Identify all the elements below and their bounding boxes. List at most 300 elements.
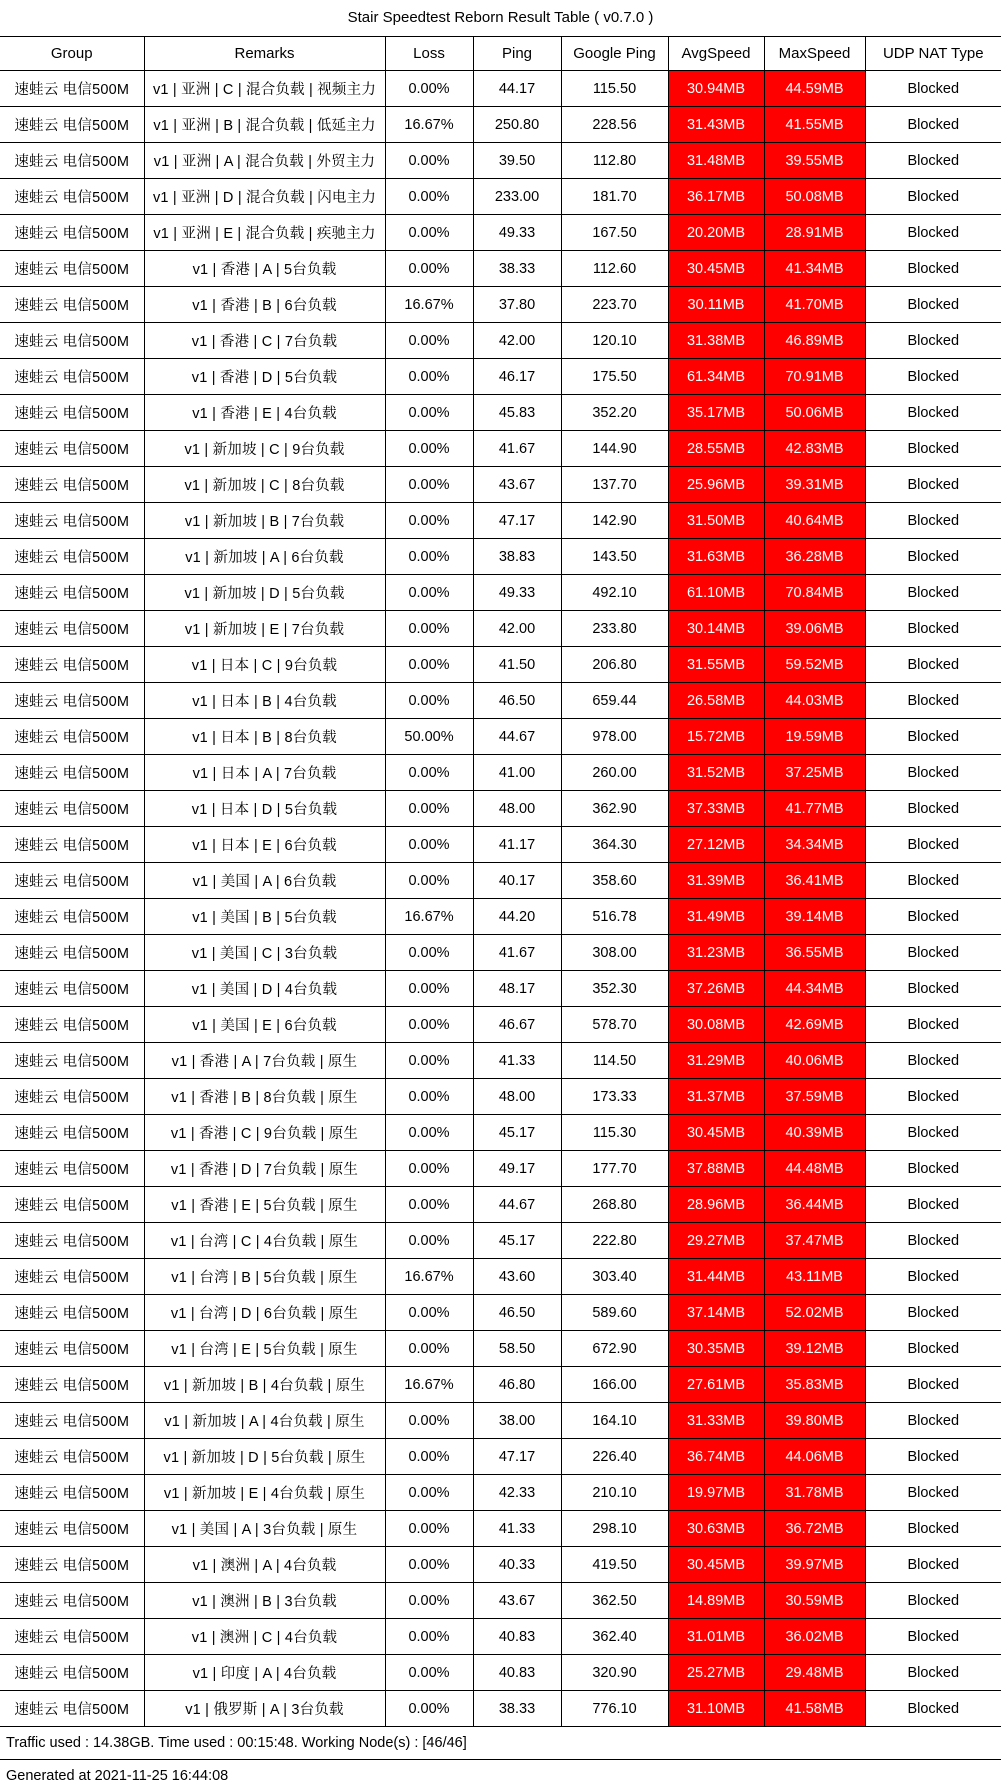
table-row — [0, 1079, 1001, 1115]
table-row — [0, 1151, 1001, 1187]
cell-avgspeed: 30.14MB — [668, 611, 764, 647]
cell-maxspeed: 36.72MB — [764, 1511, 865, 1547]
column-header-ping: Ping — [473, 37, 561, 71]
cell-group: 速蛙云 电信500M — [0, 539, 144, 575]
cell-remarks: v1 | 亚洲 | C | 混合负载 | 视频主力 — [144, 71, 385, 107]
cell-group: 速蛙云 电信500M — [0, 1151, 144, 1187]
cell-group: 速蛙云 电信500M — [0, 683, 144, 719]
cell-loss: 0.00% — [385, 431, 473, 467]
table-row — [0, 683, 1001, 719]
cell-google-ping: 978.00 — [561, 719, 668, 755]
cell-group: 速蛙云 电信500M — [0, 359, 144, 395]
cell-loss: 0.00% — [385, 1655, 473, 1691]
cell-udp-nat-type: Blocked — [865, 107, 1001, 143]
cell-remarks: v1 | 亚洲 | D | 混合负载 | 闪电主力 — [144, 179, 385, 215]
cell-remarks: v1 | 日本 | C | 9台负载 — [144, 647, 385, 683]
cell-avgspeed: 25.27MB — [668, 1655, 764, 1691]
cell-loss: 0.00% — [385, 1511, 473, 1547]
cell-remarks: v1 | 新加坡 | C | 9台负载 — [144, 431, 385, 467]
cell-loss: 0.00% — [385, 143, 473, 179]
cell-remarks: v1 | 亚洲 | E | 混合负载 | 疾驰主力 — [144, 215, 385, 251]
cell-remarks: v1 | 印度 | A | 4台负载 — [144, 1655, 385, 1691]
cell-maxspeed: 39.06MB — [764, 611, 865, 647]
cell-avgspeed: 31.39MB — [668, 863, 764, 899]
cell-avgspeed: 19.97MB — [668, 1475, 764, 1511]
cell-avgspeed: 31.29MB — [668, 1043, 764, 1079]
cell-avgspeed: 25.96MB — [668, 467, 764, 503]
cell-remarks: v1 | 美国 | B | 5台负载 — [144, 899, 385, 935]
cell-remarks: v1 | 美国 | C | 3台负载 — [144, 935, 385, 971]
table-row — [0, 215, 1001, 251]
cell-group: 速蛙云 电信500M — [0, 1403, 144, 1439]
cell-google-ping: 352.20 — [561, 395, 668, 431]
cell-loss: 0.00% — [385, 755, 473, 791]
cell-ping: 38.83 — [473, 539, 561, 575]
column-header-udp-nat-type: UDP NAT Type — [865, 37, 1001, 71]
cell-loss: 0.00% — [385, 575, 473, 611]
cell-loss: 0.00% — [385, 1115, 473, 1151]
cell-maxspeed: 41.77MB — [764, 791, 865, 827]
cell-maxspeed: 36.44MB — [764, 1187, 865, 1223]
cell-maxspeed: 44.48MB — [764, 1151, 865, 1187]
cell-avgspeed: 30.94MB — [668, 71, 764, 107]
cell-maxspeed: 36.02MB — [764, 1619, 865, 1655]
cell-ping: 43.67 — [473, 1583, 561, 1619]
table-row — [0, 1583, 1001, 1619]
table-row — [0, 935, 1001, 971]
cell-udp-nat-type: Blocked — [865, 1115, 1001, 1151]
cell-remarks: v1 | 香港 | E | 5台负载 | 原生 — [144, 1187, 385, 1223]
cell-ping: 45.83 — [473, 395, 561, 431]
cell-maxspeed: 39.14MB — [764, 899, 865, 935]
cell-udp-nat-type: Blocked — [865, 1511, 1001, 1547]
cell-maxspeed: 37.47MB — [764, 1223, 865, 1259]
cell-google-ping: 115.50 — [561, 71, 668, 107]
cell-maxspeed: 44.59MB — [764, 71, 865, 107]
cell-ping: 41.17 — [473, 827, 561, 863]
cell-maxspeed: 31.78MB — [764, 1475, 865, 1511]
cell-udp-nat-type: Blocked — [865, 1043, 1001, 1079]
cell-loss: 0.00% — [385, 791, 473, 827]
cell-remarks: v1 | 台湾 | D | 6台负载 | 原生 — [144, 1295, 385, 1331]
cell-google-ping: 144.90 — [561, 431, 668, 467]
cell-remarks: v1 | 美国 | D | 4台负载 — [144, 971, 385, 1007]
cell-udp-nat-type: Blocked — [865, 323, 1001, 359]
cell-ping: 42.00 — [473, 323, 561, 359]
cell-udp-nat-type: Blocked — [865, 683, 1001, 719]
cell-google-ping: 352.30 — [561, 971, 668, 1007]
cell-remarks: v1 | 澳洲 | C | 4台负载 — [144, 1619, 385, 1655]
cell-group: 速蛙云 电信500M — [0, 107, 144, 143]
table-row — [0, 143, 1001, 179]
cell-ping: 45.17 — [473, 1223, 561, 1259]
cell-maxspeed: 40.39MB — [764, 1115, 865, 1151]
cell-group: 速蛙云 电信500M — [0, 1655, 144, 1691]
cell-remarks: v1 | 香港 | C | 9台负载 | 原生 — [144, 1115, 385, 1151]
cell-google-ping: 177.70 — [561, 1151, 668, 1187]
cell-maxspeed: 42.83MB — [764, 431, 865, 467]
cell-ping: 43.60 — [473, 1259, 561, 1295]
cell-loss: 0.00% — [385, 1223, 473, 1259]
cell-loss: 0.00% — [385, 935, 473, 971]
table-header — [0, 37, 1001, 71]
cell-google-ping: 228.56 — [561, 107, 668, 143]
cell-remarks: v1 | 日本 | B | 8台负载 — [144, 719, 385, 755]
cell-remarks: v1 | 台湾 | E | 5台负载 | 原生 — [144, 1331, 385, 1367]
cell-loss: 16.67% — [385, 107, 473, 143]
cell-group: 速蛙云 电信500M — [0, 323, 144, 359]
cell-group: 速蛙云 电信500M — [0, 899, 144, 935]
cell-google-ping: 320.90 — [561, 1655, 668, 1691]
table-row — [0, 179, 1001, 215]
table-row — [0, 719, 1001, 755]
cell-remarks: v1 | 新加坡 | D | 5台负载 | 原生 — [144, 1439, 385, 1475]
cell-maxspeed: 43.11MB — [764, 1259, 865, 1295]
cell-loss: 0.00% — [385, 539, 473, 575]
table-row — [0, 359, 1001, 395]
cell-udp-nat-type: Blocked — [865, 791, 1001, 827]
cell-group: 速蛙云 电信500M — [0, 1547, 144, 1583]
cell-ping: 44.67 — [473, 1187, 561, 1223]
cell-ping: 37.80 — [473, 287, 561, 323]
cell-udp-nat-type: Blocked — [865, 827, 1001, 863]
cell-ping: 38.00 — [473, 1403, 561, 1439]
cell-loss: 0.00% — [385, 1403, 473, 1439]
traffic-summary: Traffic used : 14.38GB. Time used : 00:15:48. Working Node(s) : [46/46] — [0, 1727, 1001, 1760]
cell-udp-nat-type: Blocked — [865, 395, 1001, 431]
cell-avgspeed: 31.33MB — [668, 1403, 764, 1439]
cell-maxspeed: 36.41MB — [764, 863, 865, 899]
cell-ping: 46.17 — [473, 359, 561, 395]
cell-maxspeed: 36.28MB — [764, 539, 865, 575]
cell-google-ping: 776.10 — [561, 1691, 668, 1727]
cell-group: 速蛙云 电信500M — [0, 179, 144, 215]
cell-udp-nat-type: Blocked — [865, 359, 1001, 395]
cell-ping: 49.33 — [473, 215, 561, 251]
cell-avgspeed: 37.26MB — [668, 971, 764, 1007]
cell-avgspeed: 31.44MB — [668, 1259, 764, 1295]
table-row — [0, 755, 1001, 791]
cell-loss: 0.00% — [385, 863, 473, 899]
table-row — [0, 71, 1001, 107]
cell-loss: 16.67% — [385, 287, 473, 323]
column-header-loss: Loss — [385, 37, 473, 71]
cell-group: 速蛙云 电信500M — [0, 71, 144, 107]
cell-google-ping: 226.40 — [561, 1439, 668, 1475]
cell-remarks: v1 | 美国 | A | 3台负载 | 原生 — [144, 1511, 385, 1547]
cell-maxspeed: 50.06MB — [764, 395, 865, 431]
table-row — [0, 1331, 1001, 1367]
cell-google-ping: 419.50 — [561, 1547, 668, 1583]
cell-udp-nat-type: Blocked — [865, 215, 1001, 251]
cell-loss: 0.00% — [385, 251, 473, 287]
cell-loss: 0.00% — [385, 647, 473, 683]
table-row — [0, 1115, 1001, 1151]
cell-ping: 44.67 — [473, 719, 561, 755]
cell-loss: 0.00% — [385, 683, 473, 719]
cell-google-ping: 672.90 — [561, 1331, 668, 1367]
cell-loss: 0.00% — [385, 1691, 473, 1727]
cell-google-ping: 233.80 — [561, 611, 668, 647]
cell-udp-nat-type: Blocked — [865, 1439, 1001, 1475]
cell-group: 速蛙云 电信500M — [0, 971, 144, 1007]
cell-google-ping: 308.00 — [561, 935, 668, 971]
cell-group: 速蛙云 电信500M — [0, 1295, 144, 1331]
cell-google-ping: 164.10 — [561, 1403, 668, 1439]
cell-google-ping: 364.30 — [561, 827, 668, 863]
cell-avgspeed: 37.88MB — [668, 1151, 764, 1187]
table-row — [0, 323, 1001, 359]
cell-remarks: v1 | 美国 | A | 6台负载 — [144, 863, 385, 899]
cell-group: 速蛙云 电信500M — [0, 755, 144, 791]
cell-google-ping: 298.10 — [561, 1511, 668, 1547]
cell-maxspeed: 70.91MB — [764, 359, 865, 395]
cell-ping: 58.50 — [473, 1331, 561, 1367]
cell-group: 速蛙云 电信500M — [0, 1583, 144, 1619]
cell-group: 速蛙云 电信500M — [0, 611, 144, 647]
cell-ping: 41.33 — [473, 1511, 561, 1547]
cell-maxspeed: 30.59MB — [764, 1583, 865, 1619]
cell-avgspeed: 61.34MB — [668, 359, 764, 395]
cell-remarks: v1 | 新加坡 | C | 8台负载 — [144, 467, 385, 503]
cell-maxspeed: 40.06MB — [764, 1043, 865, 1079]
cell-maxspeed: 52.02MB — [764, 1295, 865, 1331]
cell-loss: 0.00% — [385, 179, 473, 215]
cell-ping: 40.83 — [473, 1619, 561, 1655]
table-row — [0, 539, 1001, 575]
cell-avgspeed: 61.10MB — [668, 575, 764, 611]
cell-ping: 233.00 — [473, 179, 561, 215]
cell-group: 速蛙云 电信500M — [0, 791, 144, 827]
cell-udp-nat-type: Blocked — [865, 1475, 1001, 1511]
page-title: Stair Speedtest Reborn Result Table ( v0.7.0 ) — [0, 0, 1001, 37]
cell-ping: 48.00 — [473, 1079, 561, 1115]
cell-avgspeed: 36.17MB — [668, 179, 764, 215]
cell-avgspeed: 31.43MB — [668, 107, 764, 143]
cell-remarks: v1 | 香港 | E | 4台负载 — [144, 395, 385, 431]
cell-google-ping: 659.44 — [561, 683, 668, 719]
cell-avgspeed: 14.89MB — [668, 1583, 764, 1619]
cell-ping: 47.17 — [473, 1439, 561, 1475]
cell-loss: 0.00% — [385, 215, 473, 251]
table-row — [0, 1223, 1001, 1259]
cell-maxspeed: 70.84MB — [764, 575, 865, 611]
cell-maxspeed: 41.70MB — [764, 287, 865, 323]
cell-ping: 39.50 — [473, 143, 561, 179]
cell-group: 速蛙云 电信500M — [0, 935, 144, 971]
cell-google-ping: 260.00 — [561, 755, 668, 791]
cell-avgspeed: 30.45MB — [668, 251, 764, 287]
cell-udp-nat-type: Blocked — [865, 1007, 1001, 1043]
cell-maxspeed: 44.06MB — [764, 1439, 865, 1475]
cell-google-ping: 578.70 — [561, 1007, 668, 1043]
cell-loss: 0.00% — [385, 1151, 473, 1187]
column-header-google-ping: Google Ping — [561, 37, 668, 71]
cell-ping: 250.80 — [473, 107, 561, 143]
cell-group: 速蛙云 电信500M — [0, 1079, 144, 1115]
cell-avgspeed: 31.38MB — [668, 323, 764, 359]
cell-udp-nat-type: Blocked — [865, 1547, 1001, 1583]
table-row — [0, 1439, 1001, 1475]
cell-avgspeed: 28.55MB — [668, 431, 764, 467]
cell-avgspeed: 31.63MB — [668, 539, 764, 575]
cell-loss: 50.00% — [385, 719, 473, 755]
table-row — [0, 1403, 1001, 1439]
cell-loss: 0.00% — [385, 1439, 473, 1475]
cell-avgspeed: 31.48MB — [668, 143, 764, 179]
cell-group: 速蛙云 电信500M — [0, 1511, 144, 1547]
cell-remarks: v1 | 香港 | A | 5台负载 — [144, 251, 385, 287]
cell-loss: 0.00% — [385, 359, 473, 395]
cell-remarks: v1 | 日本 | D | 5台负载 — [144, 791, 385, 827]
cell-loss: 0.00% — [385, 1043, 473, 1079]
cell-avgspeed: 31.37MB — [668, 1079, 764, 1115]
cell-loss: 0.00% — [385, 1331, 473, 1367]
table-row — [0, 287, 1001, 323]
cell-group: 速蛙云 电信500M — [0, 1367, 144, 1403]
table-row — [0, 1691, 1001, 1727]
cell-loss: 0.00% — [385, 323, 473, 359]
cell-remarks: v1 | 台湾 | C | 4台负载 | 原生 — [144, 1223, 385, 1259]
cell-group: 速蛙云 电信500M — [0, 1007, 144, 1043]
table-row — [0, 971, 1001, 1007]
cell-google-ping: 142.90 — [561, 503, 668, 539]
cell-udp-nat-type: Blocked — [865, 1367, 1001, 1403]
table-row — [0, 1259, 1001, 1295]
table-row — [0, 1187, 1001, 1223]
cell-maxspeed: 44.03MB — [764, 683, 865, 719]
cell-maxspeed: 37.59MB — [764, 1079, 865, 1115]
cell-maxspeed: 50.08MB — [764, 179, 865, 215]
table-row — [0, 899, 1001, 935]
table-row — [0, 1043, 1001, 1079]
cell-group: 速蛙云 电信500M — [0, 575, 144, 611]
cell-udp-nat-type: Blocked — [865, 1151, 1001, 1187]
cell-loss: 0.00% — [385, 611, 473, 647]
cell-remarks: v1 | 美国 | E | 6台负载 — [144, 1007, 385, 1043]
cell-avgspeed: 31.10MB — [668, 1691, 764, 1727]
cell-google-ping: 268.80 — [561, 1187, 668, 1223]
cell-maxspeed: 41.58MB — [764, 1691, 865, 1727]
table-row — [0, 395, 1001, 431]
cell-maxspeed: 29.48MB — [764, 1655, 865, 1691]
cell-maxspeed: 19.59MB — [764, 719, 865, 755]
cell-remarks: v1 | 香港 | D | 5台负载 — [144, 359, 385, 395]
cell-udp-nat-type: Blocked — [865, 143, 1001, 179]
cell-udp-nat-type: Blocked — [865, 1655, 1001, 1691]
cell-google-ping: 167.50 — [561, 215, 668, 251]
cell-loss: 0.00% — [385, 971, 473, 1007]
cell-loss: 0.00% — [385, 1619, 473, 1655]
table-body — [0, 71, 1001, 1727]
table-row — [0, 1367, 1001, 1403]
cell-avgspeed: 35.17MB — [668, 395, 764, 431]
cell-group: 速蛙云 电信500M — [0, 215, 144, 251]
cell-udp-nat-type: Blocked — [865, 899, 1001, 935]
cell-google-ping: 223.70 — [561, 287, 668, 323]
cell-ping: 41.67 — [473, 431, 561, 467]
cell-avgspeed: 26.58MB — [668, 683, 764, 719]
cell-maxspeed: 35.83MB — [764, 1367, 865, 1403]
cell-loss: 16.67% — [385, 1259, 473, 1295]
table-row — [0, 827, 1001, 863]
cell-avgspeed: 31.49MB — [668, 899, 764, 935]
cell-ping: 43.67 — [473, 467, 561, 503]
column-header-maxspeed: MaxSpeed — [764, 37, 865, 71]
cell-avgspeed: 31.01MB — [668, 1619, 764, 1655]
cell-google-ping: 120.10 — [561, 323, 668, 359]
cell-avgspeed: 30.45MB — [668, 1547, 764, 1583]
cell-udp-nat-type: Blocked — [865, 755, 1001, 791]
cell-ping: 46.67 — [473, 1007, 561, 1043]
cell-udp-nat-type: Blocked — [865, 1583, 1001, 1619]
cell-remarks: v1 | 新加坡 | E | 7台负载 — [144, 611, 385, 647]
cell-remarks: v1 | 澳洲 | A | 4台负载 — [144, 1547, 385, 1583]
cell-remarks: v1 | 日本 | E | 6台负载 — [144, 827, 385, 863]
cell-loss: 0.00% — [385, 71, 473, 107]
cell-google-ping: 362.40 — [561, 1619, 668, 1655]
cell-google-ping: 303.40 — [561, 1259, 668, 1295]
cell-group: 速蛙云 电信500M — [0, 1223, 144, 1259]
cell-group: 速蛙云 电信500M — [0, 1331, 144, 1367]
cell-ping: 47.17 — [473, 503, 561, 539]
cell-remarks: v1 | 香港 | B | 6台负载 — [144, 287, 385, 323]
cell-group: 速蛙云 电信500M — [0, 1115, 144, 1151]
cell-loss: 0.00% — [385, 1583, 473, 1619]
cell-avgspeed: 31.52MB — [668, 755, 764, 791]
cell-avgspeed: 31.55MB — [668, 647, 764, 683]
cell-google-ping: 112.80 — [561, 143, 668, 179]
cell-udp-nat-type: Blocked — [865, 467, 1001, 503]
cell-avgspeed: 30.08MB — [668, 1007, 764, 1043]
cell-ping: 46.50 — [473, 683, 561, 719]
cell-maxspeed: 42.69MB — [764, 1007, 865, 1043]
cell-maxspeed: 41.55MB — [764, 107, 865, 143]
cell-maxspeed: 59.52MB — [764, 647, 865, 683]
cell-avgspeed: 29.27MB — [668, 1223, 764, 1259]
cell-google-ping: 492.10 — [561, 575, 668, 611]
table-row — [0, 863, 1001, 899]
cell-udp-nat-type: Blocked — [865, 611, 1001, 647]
cell-udp-nat-type: Blocked — [865, 1259, 1001, 1295]
table-row — [0, 467, 1001, 503]
cell-udp-nat-type: Blocked — [865, 1619, 1001, 1655]
cell-ping: 38.33 — [473, 1691, 561, 1727]
cell-google-ping: 181.70 — [561, 179, 668, 215]
cell-udp-nat-type: Blocked — [865, 1223, 1001, 1259]
cell-ping: 42.00 — [473, 611, 561, 647]
table-row — [0, 1475, 1001, 1511]
column-header-avgspeed: AvgSpeed — [668, 37, 764, 71]
cell-group: 速蛙云 电信500M — [0, 647, 144, 683]
cell-loss: 0.00% — [385, 827, 473, 863]
column-header-group: Group — [0, 37, 144, 71]
cell-google-ping: 589.60 — [561, 1295, 668, 1331]
cell-ping: 38.33 — [473, 251, 561, 287]
cell-maxspeed: 44.34MB — [764, 971, 865, 1007]
cell-group: 速蛙云 电信500M — [0, 431, 144, 467]
cell-google-ping: 115.30 — [561, 1115, 668, 1151]
cell-remarks: v1 | 香港 | B | 8台负载 | 原生 — [144, 1079, 385, 1115]
table-row — [0, 791, 1001, 827]
column-header-remarks: Remarks — [144, 37, 385, 71]
cell-ping: 40.83 — [473, 1655, 561, 1691]
table-row — [0, 647, 1001, 683]
cell-udp-nat-type: Blocked — [865, 539, 1001, 575]
cell-udp-nat-type: Blocked — [865, 935, 1001, 971]
cell-group: 速蛙云 电信500M — [0, 1187, 144, 1223]
cell-google-ping: 173.33 — [561, 1079, 668, 1115]
